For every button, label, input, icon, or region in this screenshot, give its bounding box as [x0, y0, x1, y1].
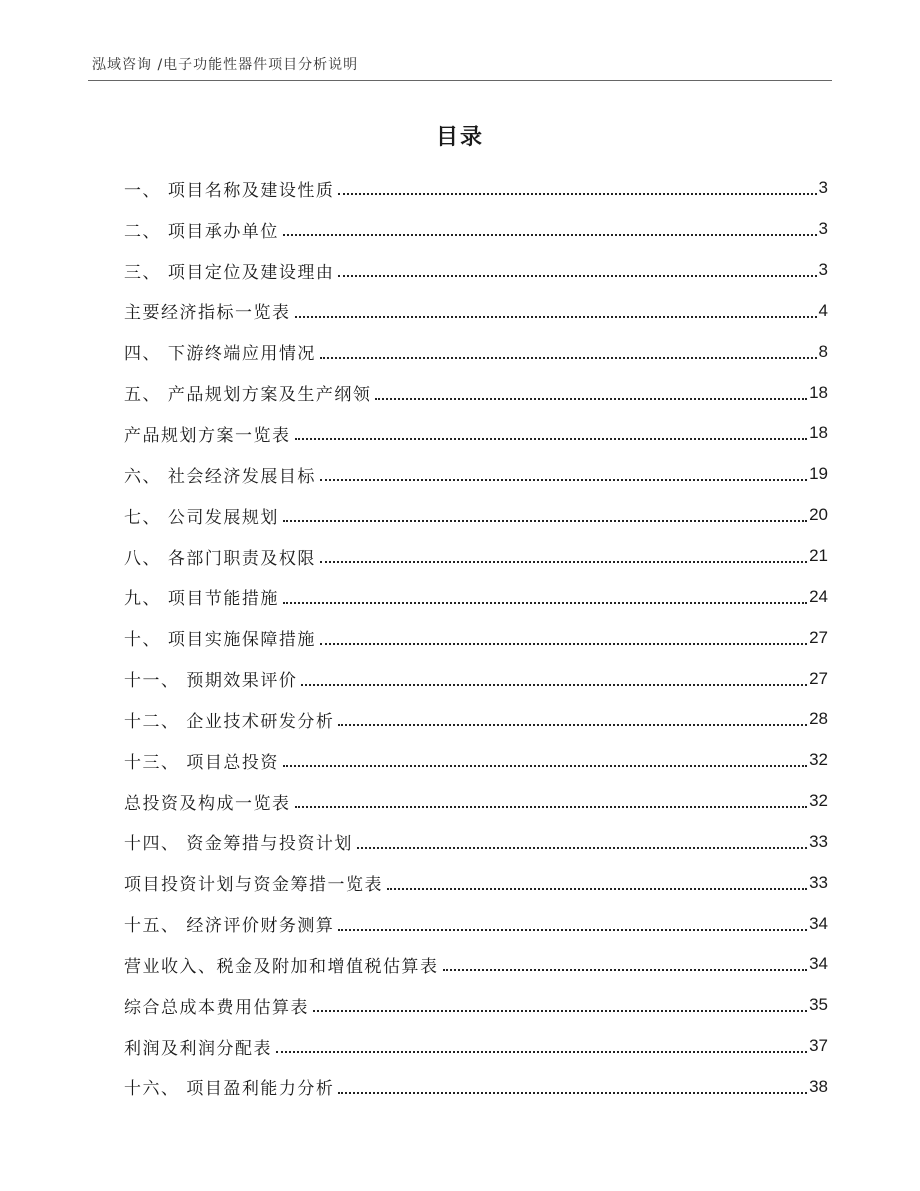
toc-entry[interactable]: [124, 413, 828, 454]
toc-entry-label: 六、 社会经济发展目标: [124, 466, 316, 487]
toc-entry-label: 十六、 项目盈利能力分析: [124, 1079, 335, 1100]
toc-entry-page: 19: [809, 464, 828, 484]
toc-entry-page: 33: [809, 872, 828, 892]
dot-leader: [313, 1010, 807, 1012]
toc-entry-label: 八、 各部门职责及权限: [124, 548, 316, 569]
toc-entry[interactable]: [124, 985, 828, 1026]
toc-entry-label: 五、 产品规划方案及生产纲领: [124, 385, 372, 406]
toc-entry-page: 18: [809, 423, 828, 443]
dot-leader: [357, 847, 807, 849]
toc-entry-page: 3: [818, 178, 828, 198]
toc-entry-page: 38: [809, 1076, 828, 1096]
toc-entry-page: 4: [818, 300, 828, 320]
toc-entry-label: 营业收入、税金及附加和增值税估算表: [124, 956, 439, 977]
toc-entry-label: 十、 项目实施保障措施: [124, 630, 316, 651]
toc-entry-page: 34: [809, 954, 828, 974]
toc-entry[interactable]: [124, 740, 828, 781]
toc-entry-page: 33: [809, 831, 828, 851]
toc-entry-label: 项目投资计划与资金筹措一览表: [124, 875, 383, 896]
dot-leader: [295, 806, 808, 808]
header-divider: [88, 80, 832, 81]
toc-entry-label: 三、 项目定位及建设理由: [124, 262, 335, 283]
toc-entry-page: 18: [809, 382, 828, 402]
toc-title: 目录: [435, 125, 484, 150]
toc-entry-page: 3: [818, 219, 828, 239]
toc-entry-page: 32: [809, 750, 828, 770]
toc-entry[interactable]: [124, 576, 828, 617]
toc-entry[interactable]: [124, 617, 828, 658]
dot-leader: [283, 602, 807, 604]
toc-entry-page: 8: [818, 341, 828, 361]
dot-leader: [283, 520, 807, 522]
toc-entry[interactable]: [124, 658, 828, 699]
toc-entry-page: 27: [809, 627, 828, 647]
toc-entry[interactable]: [124, 944, 828, 985]
dot-leader: [295, 316, 817, 318]
toc-entry-label: 十二、 企业技术研发分析: [124, 711, 335, 732]
toc-entry[interactable]: [124, 168, 828, 209]
toc-entry-page: 34: [809, 913, 828, 933]
running-header: 泓域咨询 /电子功能性器件项目分析说明: [92, 57, 359, 73]
toc-entry-label: 十三、 项目总投资: [124, 752, 279, 773]
toc-entry-label: 利润及利润分配表: [124, 1038, 272, 1059]
toc-entry-page: 3: [818, 260, 828, 280]
toc-entry[interactable]: [124, 1026, 828, 1067]
toc-entry[interactable]: [124, 331, 828, 372]
toc-entry-label: 一、 项目名称及建设性质: [124, 180, 335, 201]
dot-leader: [301, 684, 807, 686]
toc-entry-page: 20: [809, 505, 828, 525]
toc-entry-page: 27: [809, 668, 828, 688]
toc-entry-label: 四、 下游终端应用情况: [124, 344, 316, 365]
toc-entry-label: 产品规划方案一览表: [124, 425, 291, 446]
toc-list: [124, 168, 828, 1107]
toc-entry-page: 32: [809, 791, 828, 811]
toc-entry-label: 主要经济指标一览表: [124, 303, 291, 324]
toc-entry[interactable]: [124, 291, 828, 332]
toc-entry-label: 九、 项目节能措施: [124, 589, 279, 610]
toc-entry[interactable]: [124, 781, 828, 822]
toc-entry-label: 十四、 资金筹措与投资计划: [124, 834, 353, 855]
dot-leader: [338, 193, 816, 195]
toc-entry-label: 总投资及构成一览表: [124, 793, 291, 814]
dot-leader: [387, 888, 807, 890]
toc-entry[interactable]: [124, 250, 828, 291]
dot-leader: [283, 234, 817, 236]
dot-leader: [320, 479, 807, 481]
toc-entry-label: 二、 项目承办单位: [124, 221, 279, 242]
toc-entry-page: 21: [809, 546, 828, 566]
toc-entry[interactable]: [124, 209, 828, 250]
toc-entry[interactable]: [124, 699, 828, 740]
toc-entry[interactable]: [124, 454, 828, 495]
dot-leader: [338, 1092, 807, 1094]
dot-leader: [283, 765, 807, 767]
dot-leader: [320, 357, 817, 359]
toc-entry[interactable]: [124, 1067, 828, 1108]
toc-entry-page: 37: [809, 1036, 828, 1056]
dot-leader: [320, 643, 807, 645]
toc-entry-label: 七、 公司发展规划: [124, 507, 279, 528]
dot-leader: [443, 969, 808, 971]
toc-entry-page: 28: [809, 709, 828, 729]
toc-entry[interactable]: [124, 536, 828, 577]
dot-leader: [276, 1051, 807, 1053]
dot-leader: [295, 438, 808, 440]
toc-entry-page: 35: [809, 995, 828, 1015]
dot-leader: [375, 398, 807, 400]
dot-leader: [338, 724, 807, 726]
toc-entry-label: 十一、 预期效果评价: [124, 671, 298, 692]
toc-entry-label: 综合总成本费用估算表: [124, 997, 309, 1018]
toc-entry[interactable]: [124, 495, 828, 536]
toc-entry-label: 十五、 经济评价财务测算: [124, 916, 335, 937]
toc-entry[interactable]: [124, 822, 828, 863]
toc-entry[interactable]: [124, 903, 828, 944]
toc-entry[interactable]: [124, 862, 828, 903]
toc-entry-page: 24: [809, 586, 828, 606]
dot-leader: [338, 275, 816, 277]
toc-entry[interactable]: [124, 372, 828, 413]
dot-leader: [338, 929, 807, 931]
dot-leader: [320, 561, 807, 563]
